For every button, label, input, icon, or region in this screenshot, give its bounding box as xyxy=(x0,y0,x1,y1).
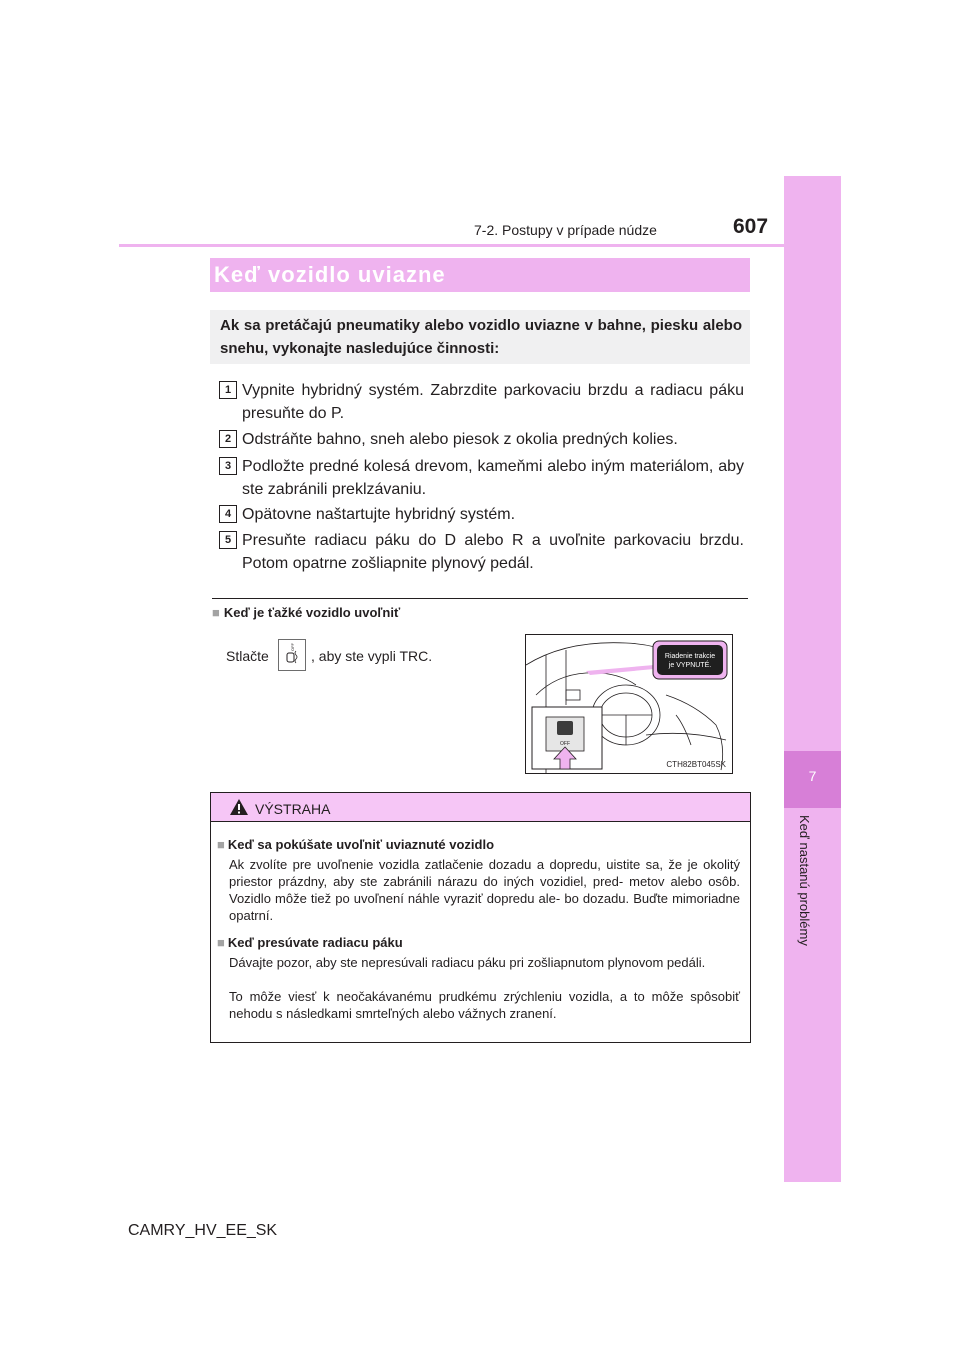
step-text: Podložte predné kolesá drevom, kameňmi alebo iným materiálom, aby ste zabránili preklzávaniu. xyxy=(242,458,744,498)
footer-code: CAMRY_HV_EE_SK xyxy=(128,1222,278,1239)
warning-item-heading: ■ Keď presúvate radiacu páku xyxy=(217,935,403,950)
chapter-title-vertical: Keď nastanú problémy xyxy=(797,815,812,946)
square-bullet-icon: ■ xyxy=(217,837,225,852)
warning-title: VÝSTRAHA xyxy=(255,801,331,817)
page-number: 607 xyxy=(733,215,769,238)
square-bullet-icon: ■ xyxy=(212,605,220,620)
step-number: 4 xyxy=(219,505,237,523)
warning-triangle-icon xyxy=(229,798,249,821)
step-text: Odstráňte bahno, sneh alebo piesok z okolia predných kolies. xyxy=(242,431,678,448)
page-title: Keď vozidlo uviazne xyxy=(214,262,446,287)
off-label: OFF xyxy=(560,741,570,747)
dashboard-illustration xyxy=(525,634,733,774)
callout-text: je VYPNUTÉ. xyxy=(668,662,712,669)
warning-item-text: Ak zvolíte pre uvoľnenie vozidla zatlačenie dozadu a dopredu, uistite sa, že je okolitý priestor prázdny, aby ste zabránili nárazu do iných vozidiel, pred- metov alebo osôb. Vozidlo môže tiež po uvoľnení náhle vyraziť dopredu ale- bo dozadu. Buďte mimoriadne opatrní. xyxy=(229,857,740,923)
instruction-text: , aby ste vypli TRC. xyxy=(311,648,433,664)
step-number: 5 xyxy=(219,531,237,549)
warning-item-text: Dávajte pozor, aby ste nepresúvali radiacu páku pri zošliapnutom plynovom pedáli. xyxy=(229,955,706,970)
intro-box xyxy=(210,310,750,364)
warning-item-text: To môže viesť k neočakávanému prudkému zrýchleniu vozidla, a to môže spôsobiť nehodu s následkami smrteľných alebo vážnych zranení. xyxy=(229,989,740,1021)
square-bullet-icon: ■ xyxy=(217,935,225,950)
figure-code: CTH82BT045SK xyxy=(666,760,726,769)
intro-text: Ak sa pretáčajú pneumatiky alebo vozidlo uviazne v bahne, piesku alebo snehu, vykonajte nasledujúce činnosti: xyxy=(220,317,742,357)
subsection-heading: ■ Keď je ťažké vozidlo uvoľniť xyxy=(212,605,401,620)
step-text: Vypnite hybridný systém. Zabrzdite parkovaciu brzdu a radiacu páku presuňte do P. xyxy=(242,382,744,422)
svg-text:OFF: OFF xyxy=(290,643,295,651)
chapter-number: 7 xyxy=(808,768,817,784)
step-number: 1 xyxy=(219,381,237,399)
step-text: Presuňte radiacu páku do D alebo R a uvoľnite parkovaciu brzdu. Potom opatrne zošliapnite plynový pedál. xyxy=(242,532,744,572)
instruction-text: Stlačte xyxy=(226,648,269,664)
warning-item-heading: ■ Keď sa pokúšate uvoľniť uviaznuté vozidlo xyxy=(217,837,495,852)
step-number: 3 xyxy=(219,457,237,475)
section-title: 7-2. Postupy v prípade núdze xyxy=(474,222,657,238)
step-text: Opätovne naštartujte hybridný systém. xyxy=(242,506,516,523)
section-divider xyxy=(212,598,748,599)
callout-text: Riadenie trakcie xyxy=(664,653,716,660)
trc-off-icon xyxy=(278,639,306,671)
header-rule xyxy=(119,244,784,247)
step-number: 2 xyxy=(219,430,237,448)
page-title-bar xyxy=(210,258,750,292)
